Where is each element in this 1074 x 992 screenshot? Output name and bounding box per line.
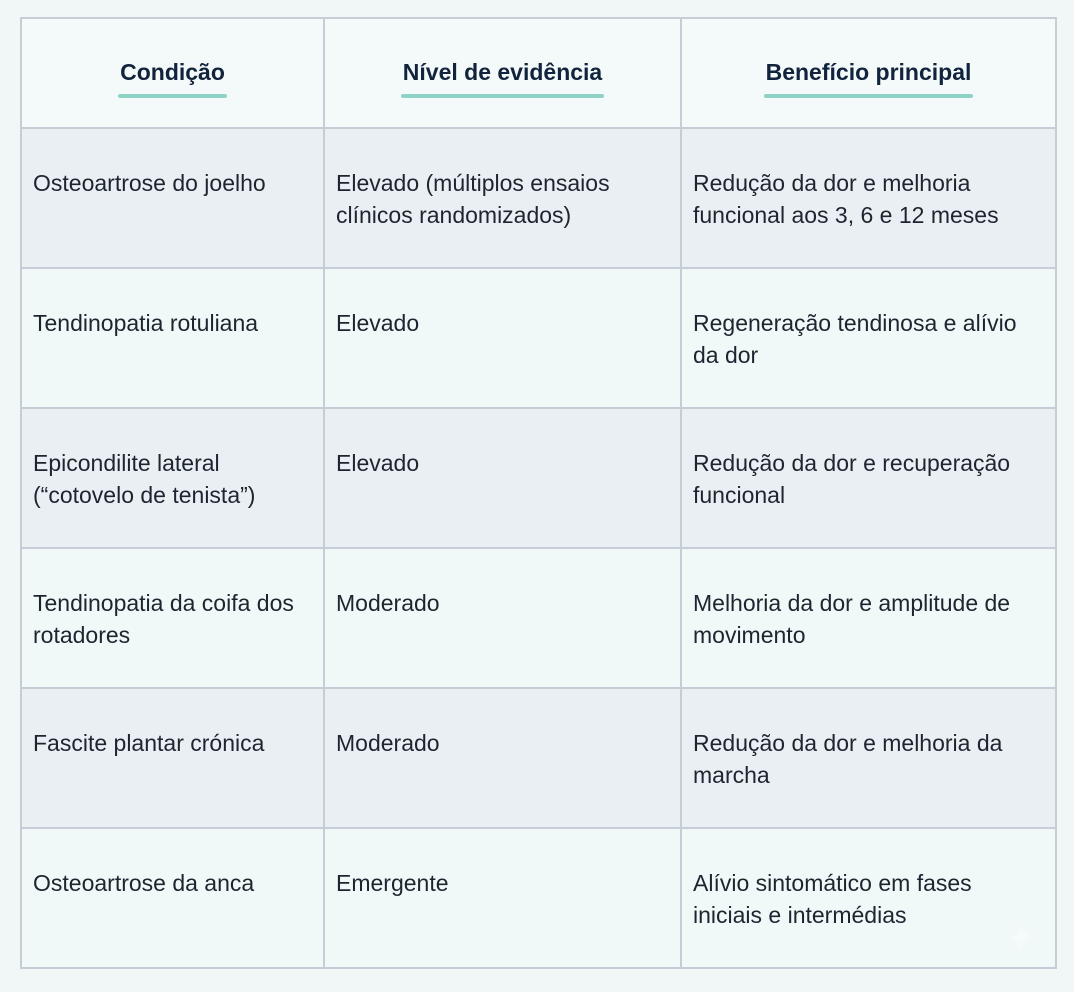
- table-row: [21, 408, 1056, 548]
- cell-condition: Tendinopatia da coifa dos rotadores: [21, 548, 324, 688]
- table-row: [21, 548, 1056, 688]
- sparkle-icon: [1006, 922, 1036, 952]
- cell-condition: Fascite plantar crónica: [21, 688, 324, 828]
- table-row: [21, 828, 1056, 968]
- cell-evidence: Elevado: [324, 408, 681, 548]
- cell-benefit: Redução da dor e melhoria funcional aos 3, 6 e 12 meses: [681, 128, 1056, 268]
- cell-benefit: Alívio sintomático em fases iniciais e intermédias: [681, 828, 1056, 968]
- cell-evidence: Emergente: [324, 828, 681, 968]
- table-row: [21, 128, 1056, 268]
- cell-evidence: Elevado (múltiplos ensaios clínicos randomizados): [324, 128, 681, 268]
- evidence-table-container: [20, 17, 1055, 979]
- cell-condition: Epicondilite lateral (“cotovelo de tenista”): [21, 408, 324, 548]
- table-row: [21, 688, 1056, 828]
- cell-benefit: Melhoria da dor e amplitude de movimento: [681, 548, 1056, 688]
- cell-condition: Tendinopatia rotuliana: [21, 268, 324, 408]
- cell-benefit: Redução da dor e melhoria da marcha: [681, 688, 1056, 828]
- cell-condition: Osteoartrose da anca: [21, 828, 324, 968]
- cell-evidence: Moderado: [324, 688, 681, 828]
- header-condition: Condição: [21, 18, 324, 128]
- cell-benefit: Redução da dor e recuperação funcional: [681, 408, 1056, 548]
- cell-condition: Osteoartrose do joelho: [21, 128, 324, 268]
- cell-benefit: Regeneração tendinosa e alívio da dor: [681, 268, 1056, 408]
- header-evidence-level: Nível de evidência: [324, 18, 681, 128]
- table-row: [21, 268, 1056, 408]
- cell-evidence: Elevado: [324, 268, 681, 408]
- header-main-benefit: Benefício principal: [681, 18, 1056, 128]
- cell-evidence: Moderado: [324, 548, 681, 688]
- header-row: [21, 18, 1056, 128]
- evidence-table: [20, 17, 1057, 969]
